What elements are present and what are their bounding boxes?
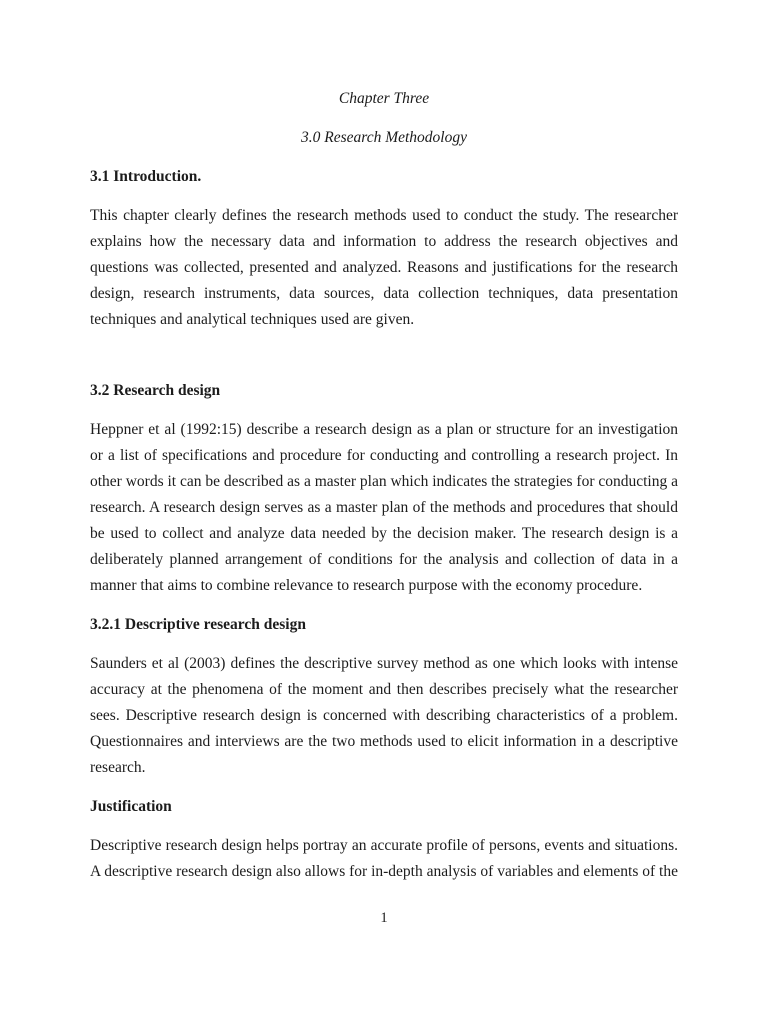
section-heading-introduction: 3.1 Introduction.	[90, 168, 202, 185]
paragraph-descriptive-research-design: Saunders et al (2003) defines the descriptive survey method as one which looks with intense accuracy at the phenomena of the moment and then describes precisely what the researcher sees. Descriptive research design is concerned with describing characteristics of a problem. Questionnaires and interviews are the two methods used to elicit information in a descriptive research.	[90, 655, 678, 776]
page-number: 1	[380, 910, 388, 926]
paragraph-introduction: This chapter clearly defines the research methods used to conduct the study. The researcher explains how the necessary data and information to address the research objectives and questions was collected, presented and analyzed. Reasons and justifications for the research design, research instruments, data sources, data collection techniques, data presentation techniques and analytical techniques used are given.	[90, 207, 678, 328]
section-heading-justification: Justification	[90, 798, 172, 815]
section-heading-research-design: 3.2 Research design	[90, 382, 221, 399]
paragraph-justification: Descriptive research design helps portray an accurate profile of persons, events and situations. A descriptive research design also allows for in-depth analysis of variables and elements of the	[90, 837, 678, 880]
chapter-title: Chapter Three	[338, 90, 430, 107]
chapter-subtitle: 3.0 Research Methodology	[300, 129, 467, 146]
paragraph-research-design: Heppner et al (1992:15) describe a research design as a plan or structure for an investigation or a list of specifications and procedure for conducting and controlling a research project. In other words it can be described as a master plan which indicates the strategies for conducting a research. A research design serves as a master plan of the methods and procedures that should be used to collect and analyze data needed by the decision maker. The research design is a deliberately planned arrangement of conditions for the analysis and collection of data in a manner that aims to combine relevance to research purpose with the economy procedure.	[90, 421, 678, 594]
section-heading-descriptive-research-design: 3.2.1 Descriptive research design	[90, 616, 306, 633]
